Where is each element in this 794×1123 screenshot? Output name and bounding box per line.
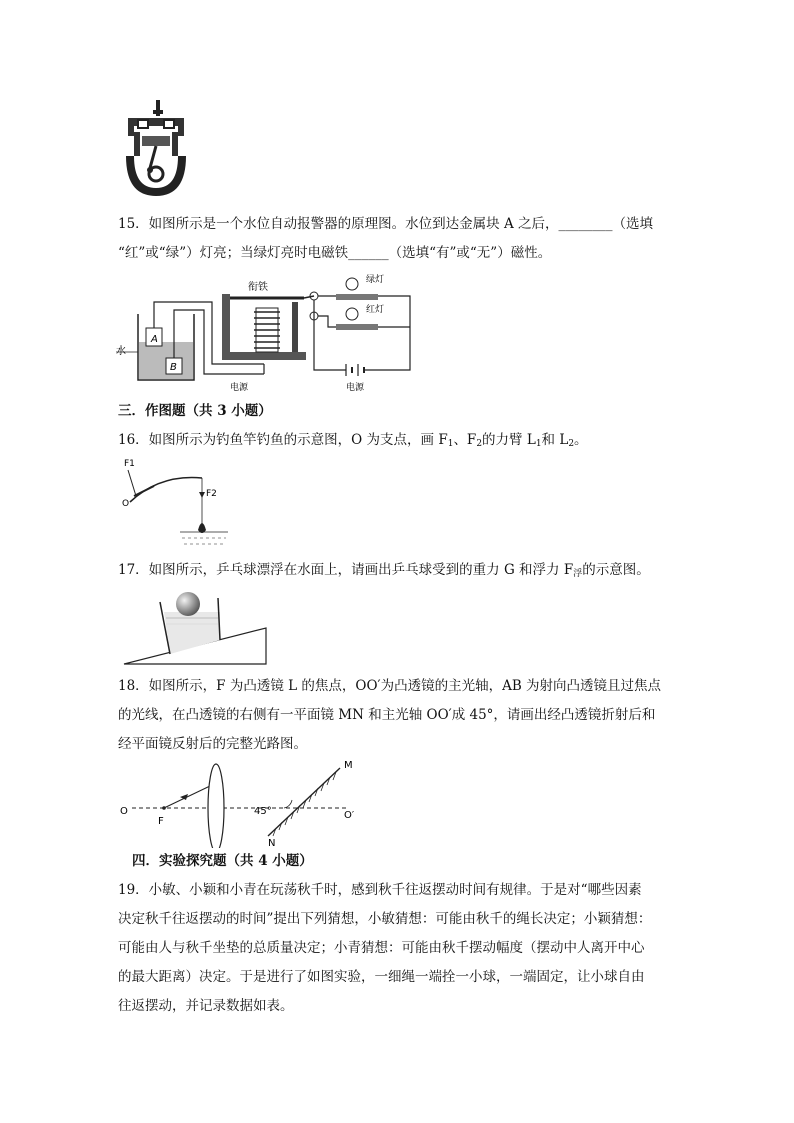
label-f: F bbox=[158, 816, 164, 827]
q19-line-4: 的最大距离）决定。于是进行了如图实验，一细绳一端拴一小球，一端固定，让小球自由 bbox=[118, 969, 645, 985]
q16-text-d: 和 L bbox=[541, 432, 569, 448]
q16-text-e: 。 bbox=[574, 432, 588, 448]
q16-sub-3: 1 bbox=[535, 439, 542, 449]
label-f2: F2 bbox=[206, 489, 217, 499]
label-m: M bbox=[344, 760, 353, 771]
q17-text bbox=[118, 556, 678, 589]
label-o: O bbox=[122, 499, 130, 509]
label-angle: 45° bbox=[254, 806, 272, 817]
q16-text bbox=[118, 426, 678, 459]
q16-text-b: 、F bbox=[453, 432, 477, 448]
label-power-2: 电源 bbox=[346, 383, 365, 393]
section-3-heading: 三．作图题（共 3 小题） bbox=[118, 403, 272, 419]
q16-text-a: 16．如图所示为钓鱼竿钓鱼的示意图，O 为支点，画 F bbox=[118, 432, 448, 448]
section-3 bbox=[118, 397, 678, 459]
label-b: B bbox=[170, 362, 177, 373]
label-green-lamp: 绿灯 bbox=[366, 275, 385, 285]
label-red-lamp: 红灯 bbox=[366, 305, 385, 315]
q19-line-5: 往返摆动，并记录数据如表。 bbox=[118, 998, 294, 1014]
q18-line-2: 的光线，在凸透镜的右侧有一平面镜 MN 和主光轴 OO′成 45°，请画出经凸透镜折射后和 bbox=[118, 707, 656, 723]
question-18 bbox=[118, 672, 678, 759]
fishing-rod-figure bbox=[120, 456, 240, 552]
q17-sub: 浮 bbox=[573, 569, 583, 579]
q16-sub-1: 1 bbox=[447, 439, 454, 449]
engine-cylinder-figure bbox=[120, 96, 190, 201]
q16-sub-2: 2 bbox=[476, 439, 483, 449]
lens-mirror-figure bbox=[116, 756, 366, 848]
label-water: 水 bbox=[116, 346, 126, 357]
q17-text-b: 的示意图。 bbox=[582, 562, 650, 578]
label-o-prime: O′ bbox=[344, 810, 355, 821]
label-power-1: 电源 bbox=[230, 383, 249, 393]
q19-line-3: 可能由人与秋千坐垫的总质量决定；小青猜想：可能由秋千摆动幅度（摆动中人离开中心 bbox=[118, 940, 645, 956]
label-armature: 衔铁 bbox=[248, 282, 268, 293]
q15-line-2: “红”或“绿”）灯亮；当绿灯亮时电磁铁______（选填“有”或“无”）磁性。 bbox=[118, 245, 552, 261]
q18-line-3: 经平面镜反射后的完整光路图。 bbox=[118, 736, 307, 752]
water-alarm-circuit-figure bbox=[114, 272, 424, 394]
section-4-heading: 四．实验探究题（共 4 小题） bbox=[132, 853, 313, 869]
q19-line-1: 19．小敏、小颖和小青在玩荡秋千时，感到秋千往返摆动时间有规律。于是对“哪些因素 bbox=[118, 882, 642, 898]
question-17 bbox=[118, 556, 678, 589]
q16-text-c: 的力臂 L bbox=[482, 432, 536, 448]
q17-text-a: 17．如图所示，乒乓球漂浮在水面上，请画出乒乓球受到的重力 G 和浮力 F bbox=[118, 562, 574, 578]
q19-line-2: 决定秋千往返摆动的时间”提出下列猜想，小敏猜想：可能由秋千的绳长决定；小颖猜想： bbox=[118, 911, 652, 927]
label-o: O bbox=[120, 806, 128, 817]
label-n: N bbox=[268, 838, 276, 848]
ping-pong-ball-figure bbox=[120, 588, 270, 668]
q16-sub-4: 2 bbox=[568, 439, 575, 449]
label-a: A bbox=[151, 334, 158, 345]
q15-line-1: 15．如图所示是一个水位自动报警器的原理图。水位到达金属块 A 之后，________（选填 bbox=[118, 216, 654, 232]
question-15 bbox=[118, 210, 678, 268]
section-4 bbox=[118, 847, 678, 1021]
label-f1: F1 bbox=[124, 459, 135, 469]
q18-line-1: 18．如图所示，F 为凸透镜 L 的焦点，OO′为凸透镜的主光轴，AB 为射向凸透镜且过焦点 bbox=[118, 678, 662, 694]
